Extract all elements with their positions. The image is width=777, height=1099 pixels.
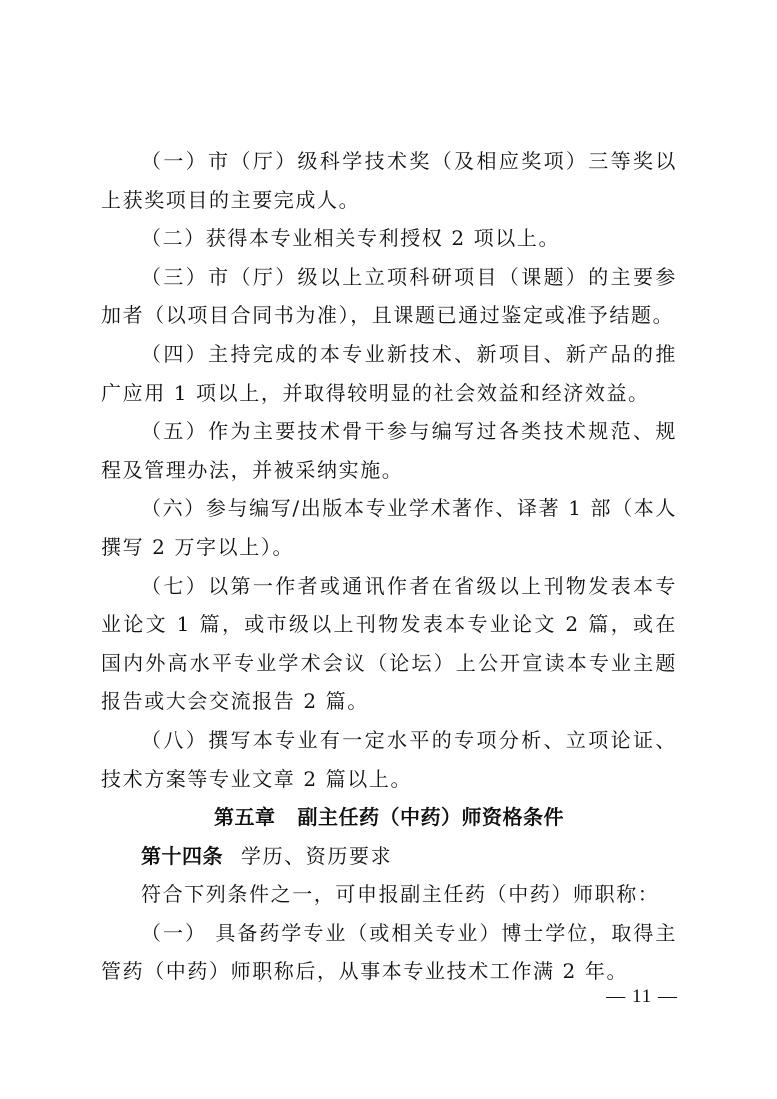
chapter-number: 第五章: [214, 805, 276, 830]
chapter-heading: [101, 798, 677, 837]
paragraph-item-6: （六）参与编写/出版本专业学术著作、译著 1 部（本人撰写 2 万字以上）。: [101, 496, 677, 559]
document-body: [101, 142, 677, 991]
paragraph-item-5: （五）作为主要技术骨干参与编写过各类技术规范、规程及管理办法，并被采纳实施。: [101, 419, 677, 482]
article-number: 第十四条: [141, 843, 223, 868]
paragraph-item-8: （八）撰写本专业有一定水平的专项分析、立项论证、技术方案等专业文章 2 篇以上。: [101, 727, 677, 791]
paragraph-item-2: （二）获得本专业相关专利授权 2 项以上。: [141, 226, 561, 251]
intro-paragraph: 符合下列条件之一，可申报副主任药（中药）师职称：: [141, 882, 660, 907]
chapter-title: 副主任药（中药）师资格条件: [297, 805, 564, 830]
article-title: 学历、资历要求: [241, 843, 393, 868]
condition-item-1: （一） 具备药学专业（或相关专业）博士学位，取得主管药（中药）师职称后，从事本专业技术工作满 2 年。: [101, 920, 677, 984]
paragraph-item-4: （四）主持完成的本专业新技术、新项目、新产品的推广应用 1 项以上，并取得较明显的社会效益和经济效益。: [101, 341, 677, 405]
article-heading: [101, 837, 677, 876]
paragraph-item-7: （七）以第一作者或通讯作者在省级以上刊物发表本专业论文 1 篇，或市级以上刊物发表本专业论文 2 篇，或在国内外高水平专业学术会议（论坛）上公开宣读本专业主题报告或大会交流报告 2 篇。: [101, 573, 677, 714]
page-number: — 11 —: [606, 986, 678, 1007]
paragraph-item-1: （一）市（厅）级科学技术奖（及相应奖项）三等奖以上获奖项目的主要完成人。: [101, 149, 677, 212]
paragraph-item-3: （三）市（厅）级以上立项科研项目（课题）的主要参加者（以项目合同书为准），且课题已通过鉴定或准予结题。: [101, 264, 677, 328]
